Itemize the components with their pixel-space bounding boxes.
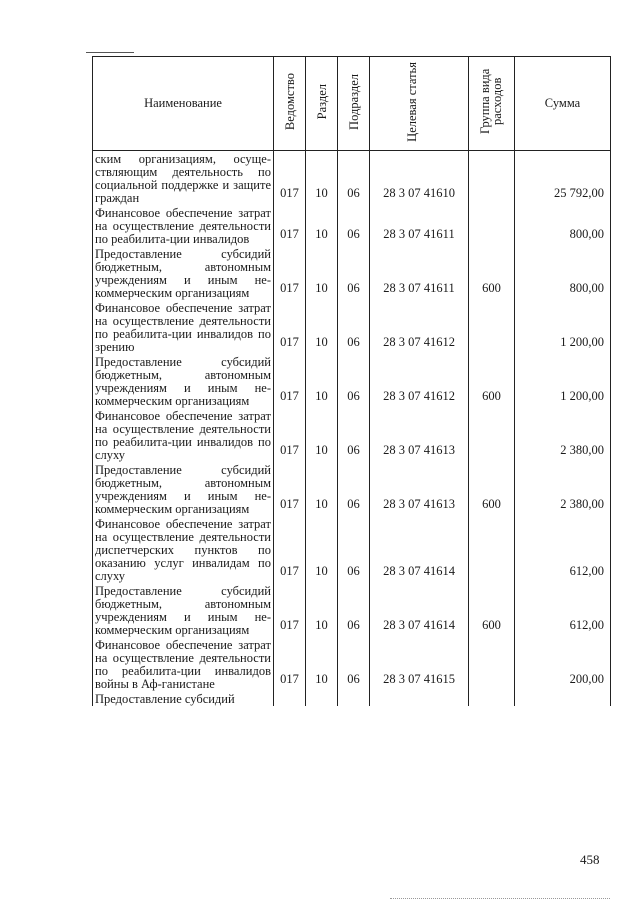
header-department: Ведомство (274, 57, 306, 151)
cell-department: 017 (274, 246, 306, 300)
cell-name: Предоставление субсидий бюджетным, автономным учреждениям и иным не-коммерческим организациям (93, 462, 274, 516)
cell-section: 10 (306, 246, 338, 300)
cell-section: 10 (306, 462, 338, 516)
table-row (93, 462, 611, 516)
cell-sum: 612,00 (515, 583, 611, 637)
cell-expense-group (469, 691, 515, 706)
cell-department: 017 (274, 637, 306, 691)
cell-department: 017 (274, 583, 306, 637)
cell-subsection: 06 (338, 151, 370, 206)
cell-sum: 612,00 (515, 516, 611, 583)
cell-target: 28 3 07 41611 (370, 205, 469, 246)
cell-name: Финансовое обеспечение затрат на осуществление деятельности по реабилита-ции инвалидов войны в Аф-ганистане (93, 637, 274, 691)
header-sum: Сумма (515, 57, 611, 151)
cell-subsection: 06 (338, 246, 370, 300)
cell-expense-group: 600 (469, 354, 515, 408)
cell-subsection: 06 (338, 300, 370, 354)
cell-subsection: 06 (338, 205, 370, 246)
cell-section: 10 (306, 408, 338, 462)
cell-sum (515, 691, 611, 706)
cell-name: Финансовое обеспечение затрат на осуществление деятельности по реабилита-ции инвалидов (93, 205, 274, 246)
cell-sum: 800,00 (515, 246, 611, 300)
cell-section: 10 (306, 300, 338, 354)
cell-section: 10 (306, 205, 338, 246)
table-row (93, 151, 611, 206)
cell-target: 28 3 07 41611 (370, 246, 469, 300)
cell-sum: 1 200,00 (515, 300, 611, 354)
cell-department (274, 691, 306, 706)
cell-section: 10 (306, 583, 338, 637)
cell-sum: 800,00 (515, 205, 611, 246)
header-name: Наименование (93, 57, 274, 151)
cell-expense-group (469, 205, 515, 246)
cell-subsection: 06 (338, 637, 370, 691)
cell-name: ским организациям, осуще-ствляющим деятельность по социальной поддержке и защите граждан (93, 151, 274, 206)
cell-section (306, 691, 338, 706)
cell-name: Предоставление субсидий (93, 691, 274, 706)
cell-target (370, 691, 469, 706)
cell-name: Финансовое обеспечение затрат на осуществление деятельности по реабилита-ции инвалидов по слуху (93, 408, 274, 462)
cell-subsection: 06 (338, 583, 370, 637)
header-row (93, 57, 611, 151)
cell-expense-group: 600 (469, 462, 515, 516)
cell-target: 28 3 07 41612 (370, 300, 469, 354)
cell-target: 28 3 07 41615 (370, 637, 469, 691)
cell-department: 017 (274, 151, 306, 206)
cell-sum: 1 200,00 (515, 354, 611, 408)
cell-department: 017 (274, 300, 306, 354)
table-row (93, 691, 611, 706)
cell-name: Финансовое обеспечение затрат на осуществление деятельности диспетчерских пунктов по оказанию услуг инвалидам по слуху (93, 516, 274, 583)
cell-section: 10 (306, 637, 338, 691)
table-row (93, 205, 611, 246)
header-subsection: Подраздел (338, 57, 370, 151)
budget-table (92, 56, 611, 706)
cell-target: 28 3 07 41613 (370, 408, 469, 462)
cell-subsection (338, 691, 370, 706)
cell-subsection: 06 (338, 408, 370, 462)
table-row (93, 246, 611, 300)
table-row (93, 300, 611, 354)
table-row (93, 637, 611, 691)
page-number: 458 (580, 852, 600, 867)
header-target: Целевая статья (370, 57, 469, 151)
table-row (93, 516, 611, 583)
cell-sum: 25 792,00 (515, 151, 611, 206)
header-expense-group: Группа вида расходов (469, 57, 515, 151)
cell-expense-group (469, 637, 515, 691)
cell-expense-group (469, 516, 515, 583)
cell-target: 28 3 07 41614 (370, 516, 469, 583)
cell-name: Предоставление субсидий бюджетным, автономным учреждениям и иным не-коммерческим организациям (93, 354, 274, 408)
top-rule (86, 52, 134, 53)
table-row (93, 583, 611, 637)
cell-department: 017 (274, 516, 306, 583)
cell-section: 10 (306, 151, 338, 206)
cell-department: 017 (274, 354, 306, 408)
cell-sum: 200,00 (515, 637, 611, 691)
cell-expense-group (469, 408, 515, 462)
table-row (93, 354, 611, 408)
bottom-mark (390, 898, 610, 899)
cell-name: Предоставление субсидий бюджетным, автономным учреждениям и иным не-коммерческим организациям (93, 583, 274, 637)
cell-department: 017 (274, 462, 306, 516)
cell-sum: 2 380,00 (515, 408, 611, 462)
cell-expense-group: 600 (469, 246, 515, 300)
header-section: Раздел (306, 57, 338, 151)
cell-section: 10 (306, 516, 338, 583)
cell-target: 28 3 07 41613 (370, 462, 469, 516)
cell-name: Финансовое обеспечение затрат на осуществление деятельности по реабилита-ции инвалидов по зрению (93, 300, 274, 354)
cell-department: 017 (274, 205, 306, 246)
cell-subsection: 06 (338, 516, 370, 583)
cell-target: 28 3 07 41612 (370, 354, 469, 408)
cell-name: Предоставление субсидий бюджетным, автономным учреждениям и иным не-коммерческим организациям (93, 246, 274, 300)
cell-department: 017 (274, 408, 306, 462)
cell-expense-group: 600 (469, 583, 515, 637)
cell-target: 28 3 07 41610 (370, 151, 469, 206)
cell-sum: 2 380,00 (515, 462, 611, 516)
cell-expense-group (469, 151, 515, 206)
cell-target: 28 3 07 41614 (370, 583, 469, 637)
cell-expense-group (469, 300, 515, 354)
table-body (93, 151, 611, 707)
cell-subsection: 06 (338, 354, 370, 408)
table-row (93, 408, 611, 462)
cell-subsection: 06 (338, 462, 370, 516)
cell-section: 10 (306, 354, 338, 408)
